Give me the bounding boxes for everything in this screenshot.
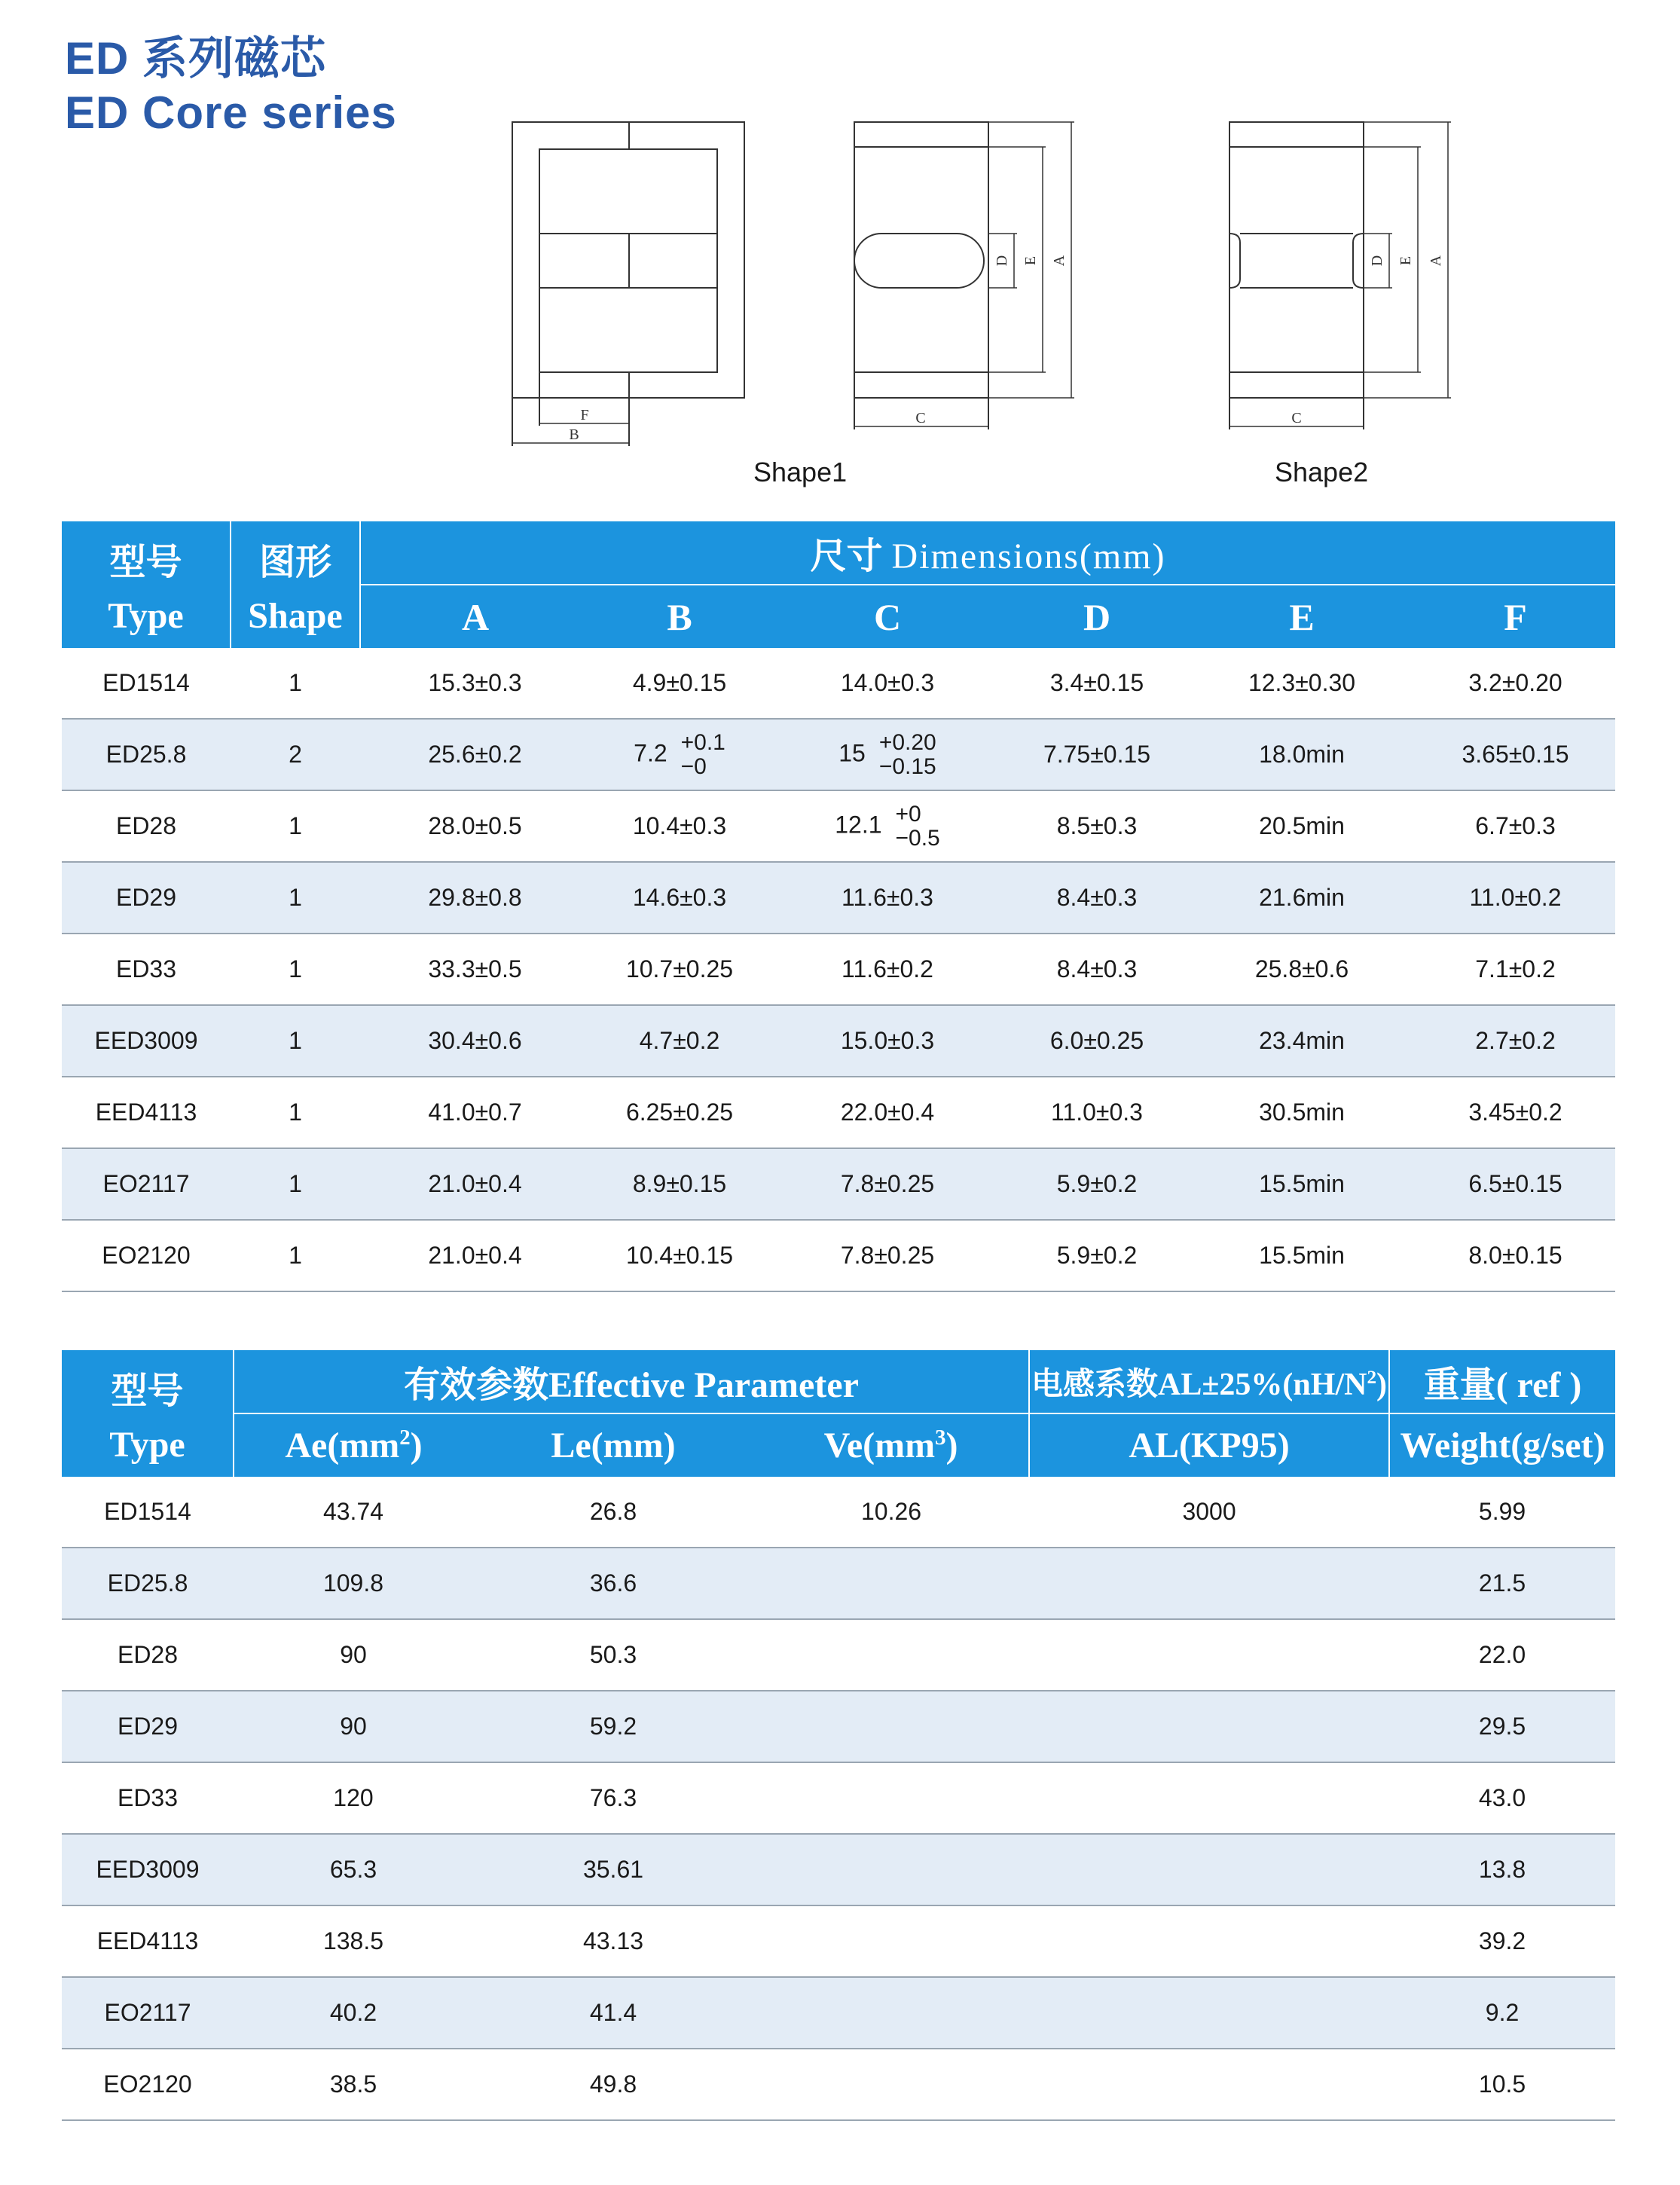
table-cell: 49.8 — [473, 2049, 753, 2120]
table-cell: EO2117 — [62, 1148, 231, 1220]
table-cell: EED3009 — [62, 1005, 231, 1077]
table-cell: 7.1±0.2 — [1416, 934, 1615, 1005]
table-cell: 4.9±0.15 — [590, 648, 769, 719]
table-cell: 8.4±0.3 — [1006, 862, 1188, 934]
table-row — [62, 719, 1615, 790]
table-row — [62, 648, 1615, 719]
table-cell: 11.6±0.3 — [769, 862, 1006, 934]
table-cell: 1 — [231, 790, 360, 862]
tolerance-cell: 12.1 +0 −0.5 — [769, 790, 1006, 862]
table-cell: 2 — [231, 719, 360, 790]
shape2-label: Shape2 — [1275, 457, 1369, 487]
svg-text:D: D — [1369, 255, 1385, 267]
weight-group-header: 重量( ref ) — [1389, 1350, 1615, 1413]
table-cell: 76.3 — [473, 1762, 753, 1834]
table-cell: 43.0 — [1389, 1762, 1615, 1834]
col-al-header: AL(KP95) — [1029, 1413, 1389, 1477]
table-cell: 26.8 — [473, 1477, 753, 1548]
svg-text:E: E — [1397, 255, 1414, 266]
table-cell: 59.2 — [473, 1691, 753, 1762]
table-cell — [753, 1762, 1029, 1834]
table-cell: 39.2 — [1389, 1905, 1615, 1977]
table-cell: ED1514 — [62, 1477, 234, 1548]
col-shape-header: 图形 Shape — [231, 521, 360, 648]
col-type-header: 型号 Type — [62, 1350, 234, 1477]
table-cell: 3000 — [1029, 1477, 1389, 1548]
table-row — [62, 1762, 1615, 1834]
table-cell — [753, 1548, 1029, 1619]
col-c-header: C — [769, 585, 1006, 648]
table-cell: 120 — [234, 1762, 473, 1834]
table-cell — [753, 1905, 1029, 1977]
tolerance-cell: 15 +0.20 −0.15 — [769, 719, 1006, 790]
table-cell: 1 — [231, 648, 360, 719]
table-cell: 14.0±0.3 — [769, 648, 1006, 719]
table-cell: 3.4±0.15 — [1006, 648, 1188, 719]
table-cell: 5.99 — [1389, 1477, 1615, 1548]
table-cell: ED33 — [62, 934, 231, 1005]
effective-parameter-group-header: 有效参数Effective Parameter — [234, 1350, 1029, 1413]
table-row — [62, 1619, 1615, 1691]
table-cell: 11.0±0.2 — [1416, 862, 1615, 934]
col-ve-header: $Ve(mm^3)$ — [753, 1413, 1029, 1477]
table-cell: EED4113 — [62, 1077, 231, 1148]
table-cell: ED33 — [62, 1762, 234, 1834]
table-cell: EED3009 — [62, 1834, 234, 1905]
table-cell: 41.0±0.7 — [360, 1077, 590, 1148]
table-cell: 3.65±0.15 — [1416, 719, 1615, 790]
effective-parameters-table — [62, 1350, 1615, 2121]
table-cell — [753, 1834, 1029, 1905]
table-cell: 21.0±0.4 — [360, 1148, 590, 1220]
shape1-drawing — [512, 122, 744, 446]
table-cell: 18.0min — [1188, 719, 1416, 790]
table-row — [62, 934, 1615, 1005]
table-cell: ED25.8 — [62, 719, 231, 790]
table-cell: 43.13 — [473, 1905, 753, 1977]
table-cell: ED25.8 — [62, 1548, 234, 1619]
col-b-header: B — [590, 585, 769, 648]
table-cell: 6.0±0.25 — [1006, 1005, 1188, 1077]
table-cell: 30.5min — [1188, 1077, 1416, 1148]
table-row — [62, 1548, 1615, 1619]
table-cell: 40.2 — [234, 1977, 473, 2049]
table-cell: 109.8 — [234, 1548, 473, 1619]
table-row — [62, 1220, 1615, 1291]
col-d-header: D — [1006, 585, 1188, 648]
table-cell: 38.5 — [234, 2049, 473, 2120]
table-cell: 1 — [231, 1077, 360, 1148]
table-cell: 3.2±0.20 — [1416, 648, 1615, 719]
tolerance-cell: 7.2 +0.1 −0 — [590, 719, 769, 790]
table-cell: 25.8±0.6 — [1188, 934, 1416, 1005]
col-a-header: A — [360, 585, 590, 648]
core-shape-drawings — [0, 0, 1680, 497]
table-cell — [1029, 1691, 1389, 1762]
table-cell: EED4113 — [62, 1905, 234, 1977]
svg-text:F: F — [580, 407, 589, 423]
table-cell: 2.7±0.2 — [1416, 1005, 1615, 1077]
table-cell: 11.6±0.2 — [769, 934, 1006, 1005]
shape1-side-drawing — [854, 122, 1074, 429]
table-cell: EO2117 — [62, 1977, 234, 2049]
dimensions-table — [62, 521, 1615, 1292]
table-cell: 8.9±0.15 — [590, 1148, 769, 1220]
table-cell: 10.26 — [753, 1477, 1029, 1548]
table-cell: 13.8 — [1389, 1834, 1615, 1905]
table-cell: ED29 — [62, 862, 231, 934]
table-cell: 22.0±0.4 — [769, 1077, 1006, 1148]
col-e-header: E — [1188, 585, 1416, 648]
table-cell: 15.5min — [1188, 1148, 1416, 1220]
table-cell: 21.5 — [1389, 1548, 1615, 1619]
table-cell: 21.6min — [1188, 862, 1416, 934]
svg-text:C: C — [1291, 410, 1302, 426]
svg-text:A: A — [1428, 255, 1444, 267]
table-row — [62, 1905, 1615, 1977]
table-cell: 10.4±0.15 — [590, 1220, 769, 1291]
table-cell: 90 — [234, 1691, 473, 1762]
table-cell: 1 — [231, 1005, 360, 1077]
table-cell: 8.5±0.3 — [1006, 790, 1188, 862]
table-cell: 14.6±0.3 — [590, 862, 769, 934]
table-cell — [1029, 1762, 1389, 1834]
page-title-en: ED Core series — [65, 87, 397, 138]
table-cell: 15.5min — [1188, 1220, 1416, 1291]
table-cell: 6.5±0.15 — [1416, 1148, 1615, 1220]
table-cell: ED1514 — [62, 648, 231, 719]
table-cell — [1029, 2049, 1389, 2120]
table-cell — [1029, 1548, 1389, 1619]
table-cell: 8.0±0.15 — [1416, 1220, 1615, 1291]
table-cell: 7.8±0.25 — [769, 1148, 1006, 1220]
table-cell: 1 — [231, 934, 360, 1005]
table-cell: 10.5 — [1389, 2049, 1615, 2120]
table-cell: 25.6±0.2 — [360, 719, 590, 790]
svg-text:D: D — [994, 255, 1010, 267]
table-cell: 28.0±0.5 — [360, 790, 590, 862]
table-cell: 21.0±0.4 — [360, 1220, 590, 1291]
table-cell: 22.0 — [1389, 1619, 1615, 1691]
table-cell: 7.75±0.15 — [1006, 719, 1188, 790]
table-cell: 138.5 — [234, 1905, 473, 1977]
col-f-header: F — [1416, 585, 1615, 648]
table-cell: 4.7±0.2 — [590, 1005, 769, 1077]
table-row — [62, 1977, 1615, 2049]
shape1-label: Shape1 — [753, 457, 848, 487]
table-cell: 43.74 — [234, 1477, 473, 1548]
dimensions-group-header: 尺寸 Dimensions(mm) — [360, 521, 1615, 585]
table-cell — [1029, 1834, 1389, 1905]
table-cell — [1029, 1619, 1389, 1691]
table-cell: 33.3±0.5 — [360, 934, 590, 1005]
table-cell: 23.4min — [1188, 1005, 1416, 1077]
table-cell: 65.3 — [234, 1834, 473, 1905]
page-title-cn: ED 系列磁芯 — [65, 33, 327, 84]
table-cell: 1 — [231, 1220, 360, 1291]
svg-text:E: E — [1022, 255, 1039, 266]
col-le-header: Le(mm) — [473, 1413, 753, 1477]
table-row — [62, 862, 1615, 934]
svg-text:B: B — [569, 426, 579, 443]
table-cell: ED28 — [62, 1619, 234, 1691]
table-cell: 15.0±0.3 — [769, 1005, 1006, 1077]
table-cell — [753, 2049, 1029, 2120]
table-cell: 10.7±0.25 — [590, 934, 769, 1005]
table-cell — [753, 1619, 1029, 1691]
table-cell: 41.4 — [473, 1977, 753, 2049]
table-cell: 50.3 — [473, 1619, 753, 1691]
table-cell: ED28 — [62, 790, 231, 862]
table-cell: 5.9±0.2 — [1006, 1220, 1188, 1291]
table-cell: 15.3±0.3 — [360, 648, 590, 719]
table-cell — [1029, 1977, 1389, 2049]
table-row — [62, 1691, 1615, 1762]
table-cell: 90 — [234, 1619, 473, 1691]
table-cell: 1 — [231, 862, 360, 934]
col-weight-header: Weight(g/set) — [1389, 1413, 1615, 1477]
table-cell: 12.3±0.30 — [1188, 648, 1416, 719]
table-cell: 10.4±0.3 — [590, 790, 769, 862]
table-row — [62, 790, 1615, 862]
table-cell: 11.0±0.3 — [1006, 1077, 1188, 1148]
table-cell: 29.8±0.8 — [360, 862, 590, 934]
svg-text:A: A — [1051, 255, 1068, 267]
table-cell: 29.5 — [1389, 1691, 1615, 1762]
svg-text:C: C — [915, 410, 926, 426]
table-cell: EO2120 — [62, 2049, 234, 2120]
table-cell: 7.8±0.25 — [769, 1220, 1006, 1291]
table-row — [62, 2049, 1615, 2120]
inductance-factor-header: 电感系数$AL\pm 25\%(nH/N^2)$ — [1029, 1350, 1389, 1413]
col-type-header: 型号 Type — [62, 521, 231, 648]
table-cell: 5.9±0.2 — [1006, 1148, 1188, 1220]
table-row — [62, 1477, 1615, 1548]
table-cell — [753, 1977, 1029, 2049]
table-cell: 35.61 — [473, 1834, 753, 1905]
table-row — [62, 1148, 1615, 1220]
table-cell — [753, 1691, 1029, 1762]
table-row — [62, 1834, 1615, 1905]
table-cell: 20.5min — [1188, 790, 1416, 862]
table-cell: 1 — [231, 1148, 360, 1220]
table-cell — [1029, 1905, 1389, 1977]
table-cell: ED29 — [62, 1691, 234, 1762]
table-cell: 8.4±0.3 — [1006, 934, 1188, 1005]
table-cell: 30.4±0.6 — [360, 1005, 590, 1077]
table-cell: 3.45±0.2 — [1416, 1077, 1615, 1148]
table-cell: 6.25±0.25 — [590, 1077, 769, 1148]
table-cell: 36.6 — [473, 1548, 753, 1619]
col-ae-header: $Ae(mm^2)$ — [234, 1413, 473, 1477]
table-cell: 6.7±0.3 — [1416, 790, 1615, 862]
shape2-drawing — [1229, 122, 1451, 429]
table-row — [62, 1077, 1615, 1148]
table-cell: EO2120 — [62, 1220, 231, 1291]
table-cell: 9.2 — [1389, 1977, 1615, 2049]
table-row — [62, 1005, 1615, 1077]
